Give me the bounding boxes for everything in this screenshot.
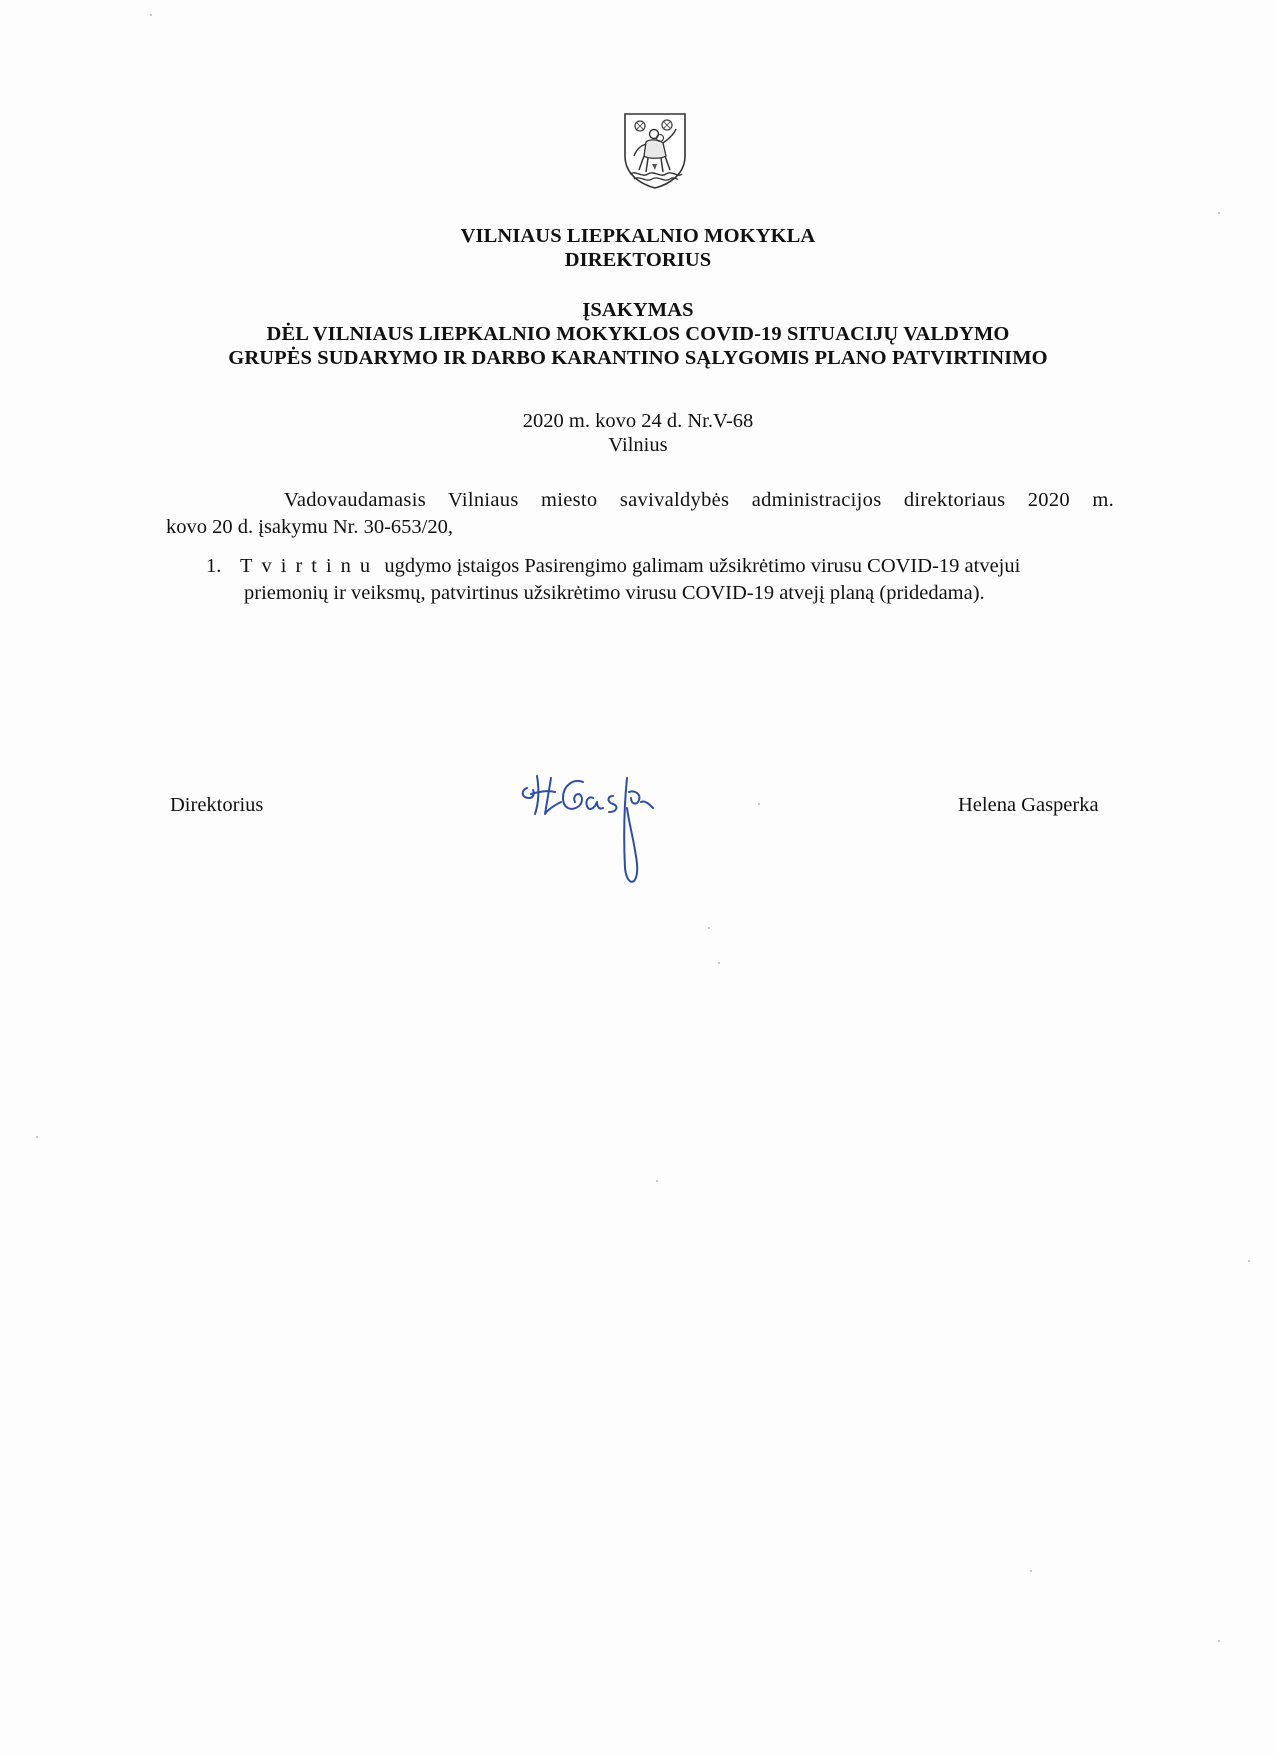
handwritten-signature bbox=[513, 768, 663, 898]
vilnius-coat-of-arms-icon bbox=[622, 112, 688, 190]
document-title bbox=[0, 298, 1276, 370]
intro-line-2: kovo 20 d. įsakymu Nr. 30-653/20, bbox=[166, 516, 453, 538]
scan-speck bbox=[718, 962, 720, 964]
organization-heading bbox=[0, 224, 1276, 272]
list-item-number: 1. bbox=[206, 555, 222, 577]
title-line-1: DĖL VILNIAUS LIEPKALNIO MOKYKLOS COVID-19 SITUACIJŲ VALDYMO bbox=[266, 323, 1010, 345]
list-item-line-2: priemonių ir veiksmų, patvirtinus užsikrėtimo virusu COVID-19 atvejį planą (pridedama). bbox=[244, 582, 985, 604]
intro-paragraph bbox=[166, 487, 1114, 541]
signatory-role: Direktorius bbox=[170, 794, 264, 816]
intro-line-1: Vadovaudamasis Vilniaus miesto savivaldybės administracijos direktoriaus 2020 m. bbox=[284, 489, 1114, 511]
approve-word: Tvirtinu bbox=[240, 555, 380, 577]
scan-speck bbox=[1218, 212, 1220, 214]
scan-speck bbox=[1030, 1570, 1032, 1572]
title-line-2: GRUPĖS SUDARYMO IR DARBO KARANTINO SĄLYGOMIS PLANO PATVIRTINIMO bbox=[228, 347, 1048, 369]
place: Vilnius bbox=[608, 434, 668, 456]
scan-speck bbox=[708, 927, 710, 929]
signatory-name: Helena Gasperka bbox=[958, 794, 1099, 816]
list-item-line-1: ugdymo įstaigos Pasirengimo galimam užsikrėtimo virusu COVID-19 atvejui bbox=[379, 555, 1021, 577]
document-meta bbox=[0, 409, 1276, 457]
scan-speck bbox=[656, 1180, 658, 1182]
scan-speck bbox=[150, 14, 152, 16]
scan-speck bbox=[1218, 1640, 1220, 1642]
scan-speck bbox=[1248, 1260, 1250, 1262]
document-type: ĮSAKYMAS bbox=[582, 299, 694, 321]
organization-name: VILNIAUS LIEPKALNIO MOKYKLA bbox=[460, 225, 816, 247]
organization-role: DIREKTORIUS bbox=[564, 249, 712, 271]
date-and-number: 2020 m. kovo 24 d. Nr.V-68 bbox=[522, 410, 754, 432]
scan-speck bbox=[36, 1136, 38, 1138]
list-item-text bbox=[240, 553, 1114, 580]
scan-speck bbox=[758, 803, 760, 805]
